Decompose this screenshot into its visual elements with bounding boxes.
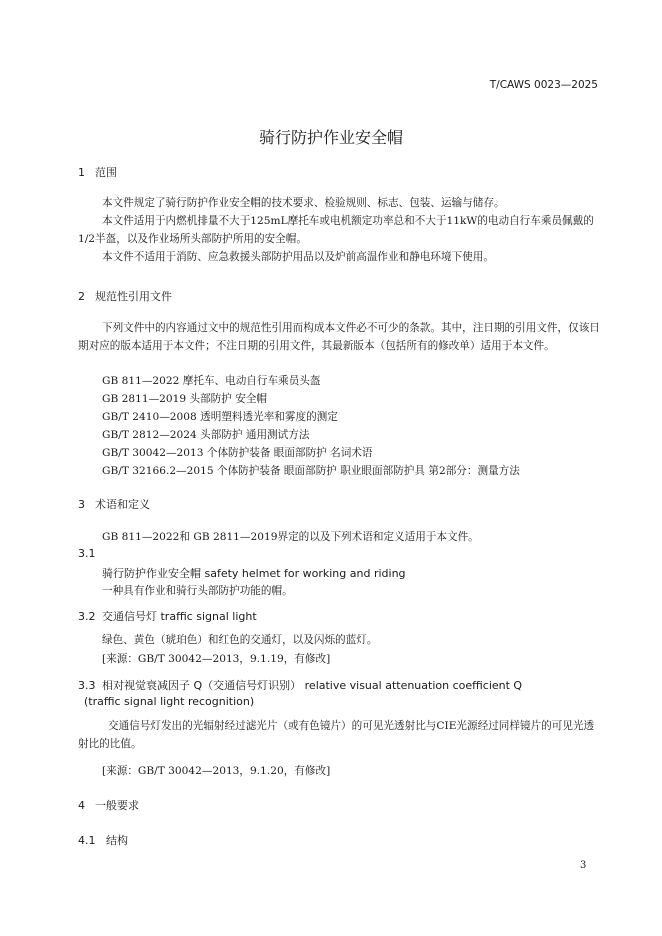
section-number: 1 bbox=[78, 166, 85, 179]
term-title: 交通信号灯 traffic signal light bbox=[102, 610, 257, 623]
section-number: 2 bbox=[78, 290, 85, 303]
scope-paragraph-1: 本文件规定了骑行防护作业安全帽的技术要求、检验规则、标志、包装、运输与储存。 bbox=[102, 197, 505, 209]
reference-item: GB 811—2022 摩托车、电动自行车乘员头盔 bbox=[102, 375, 321, 387]
scope-paragraph-3: 本文件不适用于消防、应急救援头部防护用品以及炉前高温作业和静电环境下使用。 bbox=[102, 251, 494, 263]
section-number: 4 bbox=[78, 799, 85, 812]
section-number: 3 bbox=[78, 498, 85, 511]
section-title: 术语和定义 bbox=[95, 498, 150, 511]
section-title: 规范性引用文件 bbox=[95, 290, 172, 303]
section-title: 范围 bbox=[95, 166, 117, 179]
standard-code: T/CAWS 0023—2025 bbox=[489, 79, 598, 91]
term-number: 3.2 bbox=[78, 610, 96, 623]
term-3-3-source: [来源：GB/T 30042—2013，9.1.20，有修改] bbox=[102, 765, 331, 777]
term-3-3-title-continued: (traffic signal light recognition) bbox=[84, 695, 255, 708]
reference-item: GB/T 30042—2013 个体防护装备 眼面部防护 名词术语 bbox=[102, 447, 373, 459]
section-1-heading bbox=[78, 164, 117, 180]
reference-item: GB/T 32166.2—2015 个体防护装备 眼面部防护 职业眼面部防护具 第2部分：测量方法 bbox=[102, 465, 520, 477]
document-title: 骑行防护作业安全帽 bbox=[258, 128, 403, 147]
reference-item: GB 2811—2019 头部防护 安全帽 bbox=[102, 393, 268, 405]
reference-item: GB/T 2410—2008 透明塑料透光率和雾度的测定 bbox=[102, 411, 338, 423]
scope-paragraph-2: 本文件适用于内燃机排量不大于125mL摩托车或电机额定功率总和不大于11kW的电动自行车乘员佩戴的1/2半盔，以及作业场所头部防护所用的安全帽。 bbox=[78, 215, 594, 245]
term-3-1-number: 3.1 bbox=[78, 547, 96, 560]
section-2-heading bbox=[78, 288, 172, 304]
section-3-heading bbox=[78, 496, 150, 512]
section-4-heading bbox=[78, 797, 139, 813]
section-4-1-heading bbox=[78, 832, 128, 848]
page-number: 3 bbox=[580, 860, 587, 871]
section-title: 一般要求 bbox=[95, 799, 139, 812]
term-3-1-definition: 一种具有作业和骑行头部防护功能的帽。 bbox=[102, 585, 293, 597]
term-3-2-definition: 绿色、黄色（琥珀色）和红色的交通灯，以及闪烁的蓝灯。 bbox=[102, 634, 378, 646]
section-title: 结构 bbox=[106, 834, 128, 847]
term-3-3-heading bbox=[78, 677, 522, 693]
term-3-3-definition: 交通信号灯发出的光辐射经过滤光片（或有色镜片）的可见光透射比与CIE光源经过同样镜片的可见光透射比的比值。 bbox=[78, 720, 595, 750]
reference-item: GB/T 2812—2024 头部防护 通用测试方法 bbox=[102, 429, 310, 441]
term-number: 3.3 bbox=[78, 679, 96, 692]
section-number: 4.1 bbox=[78, 834, 96, 847]
term-3-2-heading bbox=[78, 608, 257, 624]
references-intro: 下列文件中的内容通过文中的规范性引用而构成本文件必不可少的条款。其中，注日期的引用文件，仅该日期对应的版本适用于本文件；不注日期的引用文件，其最新版本（包括所有的修改单）适用于本文件。 bbox=[78, 322, 600, 352]
term-title: 相对视觉衰减因子 Q（交通信号灯识别） relative visual attenuation coefficient Q bbox=[102, 679, 523, 692]
term-3-2-source: [来源：GB/T 30042—2013，9.1.19，有修改] bbox=[102, 653, 331, 665]
term-3-1-title: 骑行防护作业安全帽 safety helmet for working and riding bbox=[102, 567, 406, 580]
terms-intro: GB 811—2022和 GB 2811—2019界定的以及下列术语和定义适用于本文件。 bbox=[102, 531, 479, 543]
